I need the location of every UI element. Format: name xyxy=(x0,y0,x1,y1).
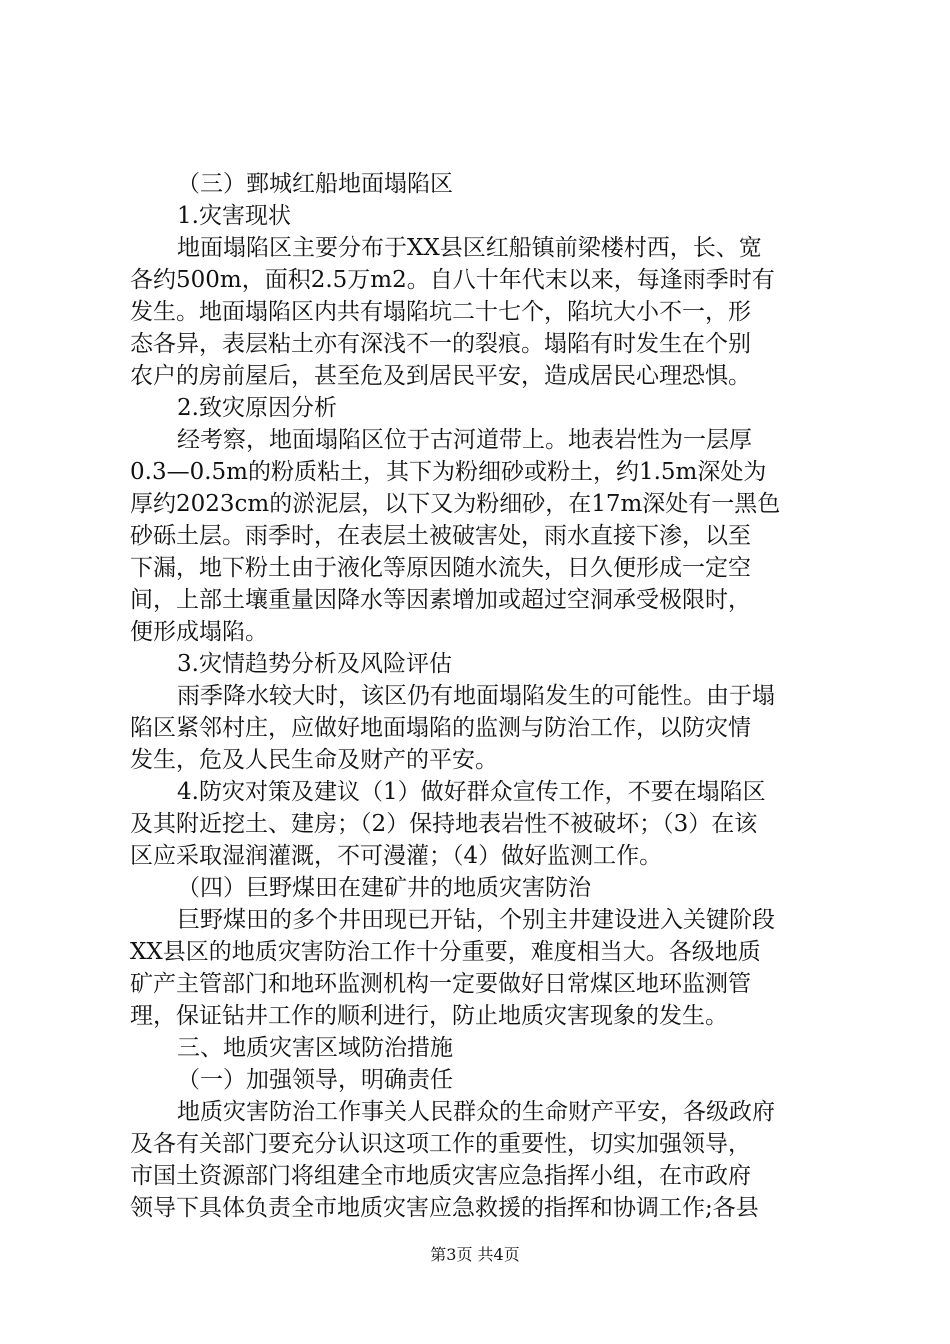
paragraph-line: 矿产主管部门和地环监测机构一定要做好日常煤区地环监测管 xyxy=(130,971,751,997)
paragraph-line: 地面塌陷区主要分布于XX县区红船镇前梁楼村西，长、宽 xyxy=(177,235,762,261)
chapter-heading-3: 三、地质灾害区域防治措施 xyxy=(177,1035,453,1061)
paragraph-line: 及其附近挖土、建房；（2）保持地表岩性不被破坏；（3）在该 xyxy=(130,811,758,837)
paragraph-line: 区应采取湿润灌溉，不可漫灌；（4）做好监测工作。 xyxy=(130,843,663,869)
paragraph-line: 农户的房前屋后，甚至危及到居民平安，造成居民心理恐惧。 xyxy=(130,363,751,389)
paragraph-line: 巨野煤田的多个井田现已开钻，个别主井建设进入关键阶段 xyxy=(177,907,775,933)
paragraph-line: 态各异，表层粘土亦有深浅不一的裂痕。塌陷有时发生在个别 xyxy=(130,331,751,357)
paragraph-line: 及各有关部门要充分认识这项工作的重要性，切实加强领导， xyxy=(130,1131,751,1157)
paragraph-line: 间，上部土壤重量因降水等因素增加或超过空洞承受极限时， xyxy=(130,587,751,613)
paragraph-line: 陷区紧邻村庄，应做好地面塌陷的监测与防治工作，以防灾情 xyxy=(130,715,751,741)
section-heading-1: （一）加强领导，明确责任 xyxy=(177,1067,453,1093)
section-heading-3: （三）鄄城红船地面塌陷区 xyxy=(177,171,453,197)
paragraph-line: 领导下具体负责全市地质灾害应急救援的指挥和协调工作;各县 xyxy=(130,1195,759,1221)
page-number-footer: 第3页 共4页 xyxy=(430,1245,520,1264)
paragraph-line: 0.3—0.5m的粉质粘土，其下为粉细砂或粉土，约1.5m深处为 xyxy=(130,459,767,485)
paragraph-line: 4.防灾对策及建议（1）做好群众宣传工作，不要在塌陷区 xyxy=(177,779,766,805)
paragraph-line: 发生。地面塌陷区内共有塌陷坑二十七个，陷坑大小不一，形 xyxy=(130,299,751,325)
paragraph-line: 市国土资源部门将组建全市地质灾害应急指挥小组，在市政府 xyxy=(130,1163,751,1189)
paragraph-line: 理，保证钻井工作的顺利进行，防止地质灾害现象的发生。 xyxy=(130,1003,728,1029)
paragraph-line: 各约500m，面积2.5万m2。自八十年代末以来，每逢雨季时有 xyxy=(130,267,775,293)
section-heading-4: （四）巨野煤田在建矿井的地质灾害防治 xyxy=(177,875,591,901)
paragraph-line: 地质灾害防治工作事关人民群众的生命财产平安，各级政府 xyxy=(177,1099,775,1125)
subheading-risk-assessment: 3.灾情趋势分析及风险评估 xyxy=(177,651,452,677)
paragraph-line: XX县区的地质灾害防治工作十分重要，难度相当大。各级地质 xyxy=(130,939,761,965)
paragraph-line: 便形成塌陷。 xyxy=(130,619,268,645)
document-body xyxy=(130,168,830,1224)
paragraph-line: 砂砾土层。雨季时，在表层土被破害处，雨水直接下渗，以至 xyxy=(130,523,751,549)
subheading-disaster-status: 1.灾害现状 xyxy=(177,203,291,229)
paragraph-line: 厚约2023cm的淤泥层，以下又为粉细砂，在17m深处有一黑色 xyxy=(130,491,781,517)
paragraph-line: 发生，危及人民生命及财产的平安。 xyxy=(130,747,498,773)
paragraph-line: 经考察，地面塌陷区位于古河道带上。地表岩性为一层厚 xyxy=(177,427,752,453)
paragraph-line: 下漏，地下粉土由于液化等原因随水流失，日久便形成一定空 xyxy=(130,555,751,581)
paragraph-line: 雨季降水较大时，该区仍有地面塌陷发生的可能性。由于塌 xyxy=(177,683,775,709)
subheading-cause-analysis: 2.致灾原因分析 xyxy=(177,395,337,421)
